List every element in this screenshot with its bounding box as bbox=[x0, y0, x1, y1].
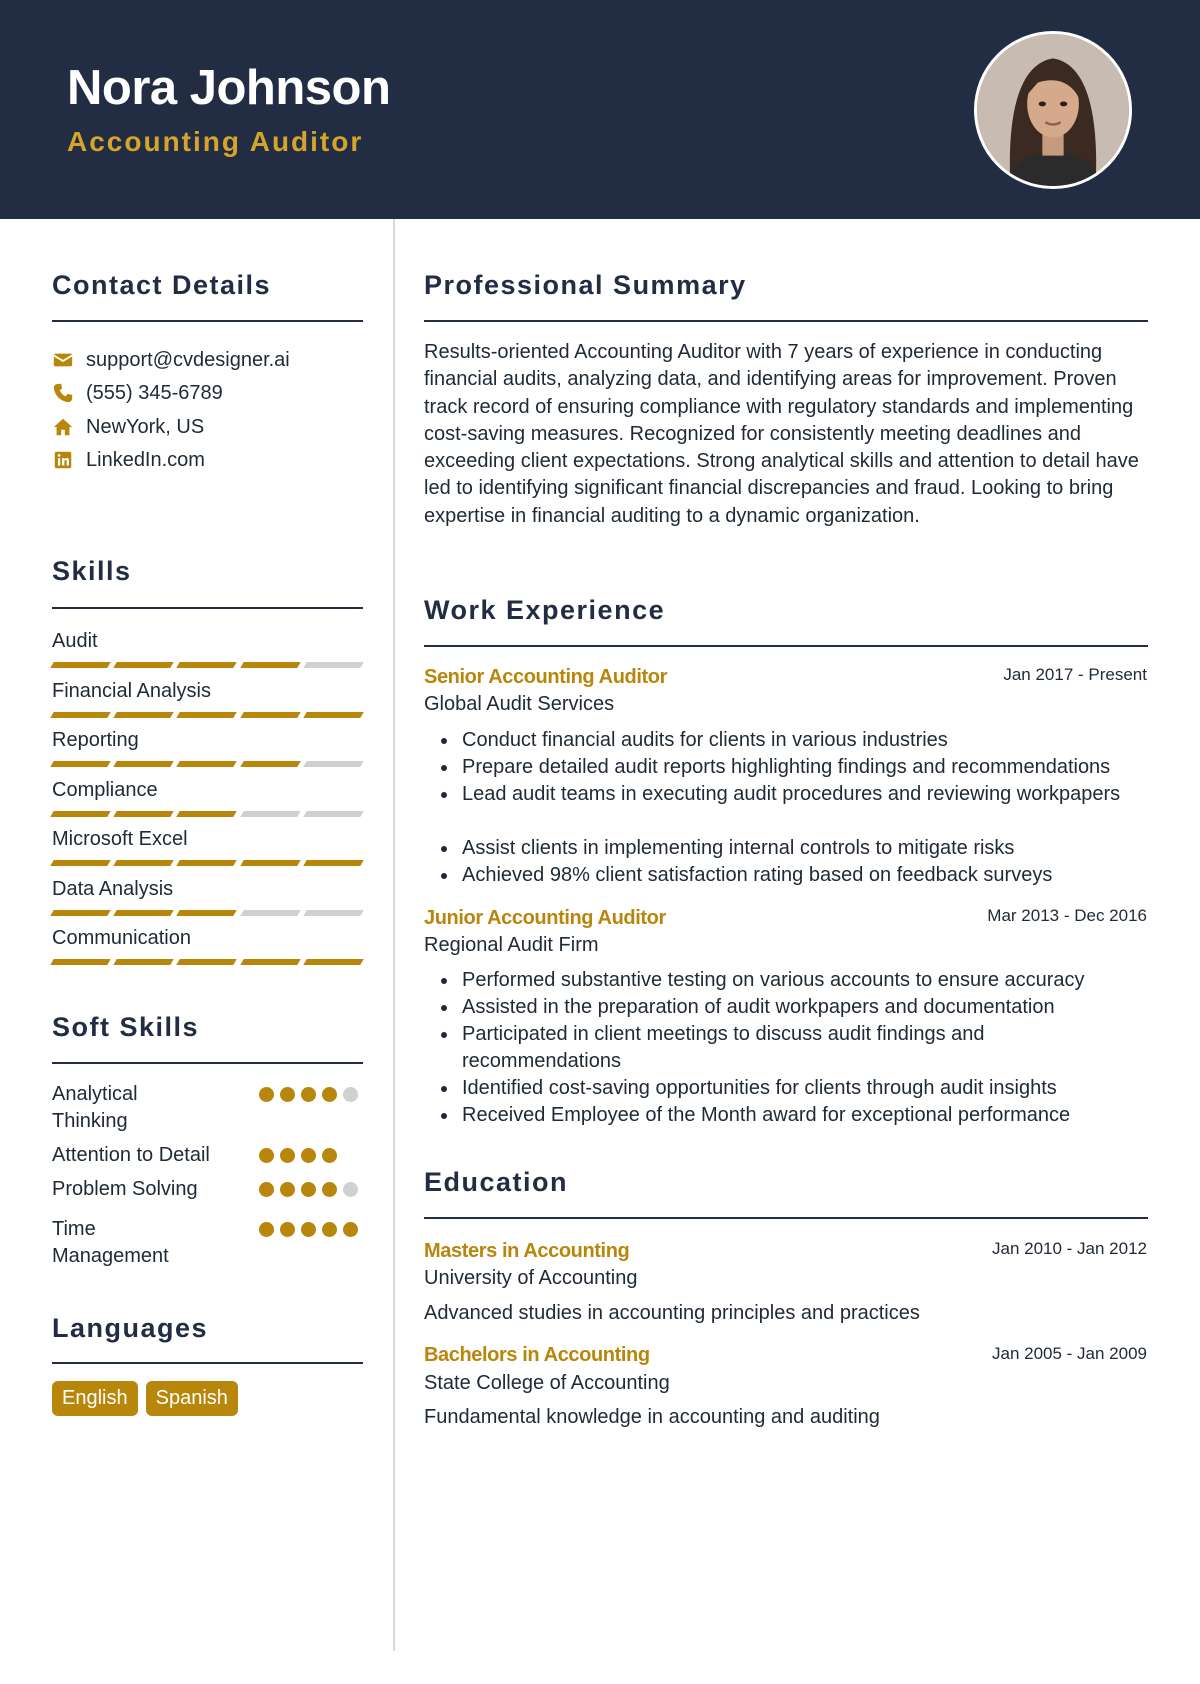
skills-heading: Skills bbox=[52, 556, 132, 586]
rating-dot bbox=[322, 1182, 337, 1197]
rating-dot bbox=[343, 1087, 358, 1102]
skill-level-segment bbox=[50, 761, 111, 767]
contact-heading: Contact Details bbox=[52, 270, 272, 300]
language-tag: English bbox=[52, 1381, 138, 1416]
skill-level-segment bbox=[303, 712, 364, 718]
rating-dot bbox=[259, 1182, 274, 1197]
soft-skill-rating bbox=[259, 1087, 359, 1102]
skill-level-segment bbox=[177, 811, 238, 817]
soft-skill-name: Problem Solving bbox=[52, 1178, 198, 1200]
skills-rule bbox=[52, 607, 363, 609]
skill-level-segment bbox=[50, 860, 111, 866]
soft-skill-rating bbox=[259, 1148, 359, 1163]
rating-dot bbox=[280, 1222, 295, 1237]
contact-rule bbox=[52, 320, 363, 322]
skill-level-segment bbox=[50, 910, 111, 916]
education-rule bbox=[424, 1217, 1148, 1219]
skill-name: Communication bbox=[52, 927, 191, 949]
job-bullet: Prepare detailed audit reports highlighting findings and recommendations bbox=[424, 754, 1154, 781]
job-bullets bbox=[424, 727, 1154, 889]
job-bullet: Achieved 98% client satisfaction rating based on feedback surveys bbox=[424, 862, 1154, 889]
skill-level-segment bbox=[240, 761, 301, 767]
skill-level-segment bbox=[303, 910, 364, 916]
skill-level-segment bbox=[177, 910, 238, 916]
skill-level-segment bbox=[177, 662, 238, 668]
rating-dot bbox=[301, 1148, 316, 1163]
languages-heading: Languages bbox=[52, 1313, 209, 1343]
job-bullet: Assist clients in implementing internal controls to mitigate risks bbox=[424, 835, 1154, 862]
rating-dot bbox=[343, 1222, 358, 1237]
soft-skill-rating bbox=[259, 1222, 359, 1237]
job-dates: Mar 2013 - Dec 2016 bbox=[987, 906, 1147, 925]
skill-level-segment bbox=[303, 860, 364, 866]
job-bullet: Lead audit teams in executing audit procedures and reviewing workpapers bbox=[424, 781, 1154, 808]
skill-level-segment bbox=[303, 959, 364, 965]
skill-level-segment bbox=[303, 761, 364, 767]
portrait-image bbox=[977, 34, 1129, 186]
skill-level-segment bbox=[113, 662, 174, 668]
envelope-icon bbox=[52, 349, 74, 371]
skill-level-segment bbox=[240, 662, 301, 668]
contact-phone-text: (555) 345-6789 bbox=[86, 381, 223, 404]
skill-level-segment bbox=[113, 910, 174, 916]
school-name: State College of Accounting bbox=[424, 1372, 670, 1394]
skill-level-segment bbox=[50, 811, 111, 817]
contact-location-text: NewYork, US bbox=[86, 415, 205, 438]
home-icon bbox=[52, 416, 74, 438]
skill-level-segment bbox=[177, 712, 238, 718]
job-bullet: Identified cost-saving opportunities for clients through audit insights bbox=[424, 1075, 1114, 1102]
rating-dot bbox=[322, 1222, 337, 1237]
school-name: University of Accounting bbox=[424, 1267, 638, 1289]
skill-level-bar bbox=[52, 662, 362, 668]
education-heading: Education bbox=[424, 1167, 569, 1197]
rating-dot bbox=[301, 1087, 316, 1102]
skill-level-bar bbox=[52, 811, 362, 817]
rating-dot bbox=[280, 1148, 295, 1163]
resume-header bbox=[0, 0, 1200, 219]
skill-name: Data Analysis bbox=[52, 877, 174, 900]
skill-level-segment bbox=[240, 959, 301, 965]
degree-title: Bachelors in Accounting bbox=[424, 1344, 650, 1366]
skill-name: Reporting bbox=[52, 729, 139, 751]
job-bullet: Performed substantive testing on various accounts to ensure accuracy bbox=[424, 967, 1114, 994]
skill-level-segment bbox=[113, 811, 174, 817]
degree-dates: Jan 2005 - Jan 2009 bbox=[991, 1344, 1147, 1363]
summary-heading: Professional Summary bbox=[424, 270, 747, 300]
skill-level-bar bbox=[52, 860, 362, 866]
skill-level-segment bbox=[177, 761, 238, 767]
contact-email-text: support@cvdesigner.ai bbox=[86, 348, 290, 371]
job-bullets bbox=[424, 967, 1114, 1129]
candidate-name: Nora Johnson bbox=[67, 61, 391, 115]
degree-title: Masters in Accounting bbox=[424, 1240, 630, 1262]
column-divider bbox=[393, 219, 395, 1651]
soft-skill-name: Time Management bbox=[52, 1218, 169, 1267]
skill-level-segment bbox=[50, 712, 111, 718]
soft-skills-heading: Soft Skills bbox=[52, 1012, 200, 1042]
language-tag: Spanish bbox=[146, 1381, 238, 1416]
skill-level-segment bbox=[50, 662, 111, 668]
skill-name: Financial Analysis bbox=[52, 679, 211, 702]
skill-name: Audit bbox=[52, 630, 98, 652]
job-bullet: Assisted in the preparation of audit workpapers and documentation bbox=[424, 994, 1114, 1021]
rating-dot bbox=[301, 1222, 316, 1237]
skill-level-segment bbox=[240, 811, 301, 817]
skill-level-segment bbox=[240, 910, 301, 916]
job-company: Global Audit Services bbox=[424, 693, 615, 715]
languages-rule bbox=[52, 1362, 363, 1364]
rating-dot bbox=[280, 1087, 295, 1102]
skill-level-segment bbox=[113, 712, 174, 718]
experience-rule bbox=[424, 645, 1148, 647]
profile-photo bbox=[974, 31, 1132, 189]
degree-dates: Jan 2010 - Jan 2012 bbox=[991, 1239, 1147, 1258]
skill-level-bar bbox=[52, 712, 362, 718]
linkedin-icon bbox=[52, 449, 74, 471]
skill-level-segment bbox=[113, 761, 174, 767]
skill-level-segment bbox=[113, 860, 174, 866]
summary-text: Results-oriented Accounting Auditor with 7 years of experience in conducting financial audits, analyzing data, and identifying areas for improvement. Proven track record of ensuring compliance with regulatory standards and implementing cost-saving measures. Recognized for consistently meeting deadlines and exceeding client expectations. Strong analytical skills and attention to detail have led to identifying significant financial discrepancies and fraud. Looking to bring expertise in financial auditing to a dynamic organization. bbox=[424, 341, 1139, 527]
contact-linkedin-text: LinkedIn.com bbox=[86, 448, 205, 471]
rating-dot bbox=[343, 1182, 358, 1197]
job-bullet: Participated in client meetings to discuss audit findings and recommendations bbox=[424, 1021, 1114, 1075]
job-bullet: Received Employee of the Month award for exceptional performance bbox=[424, 1102, 1114, 1129]
soft-skill-rating bbox=[259, 1182, 359, 1197]
contact-location bbox=[52, 414, 204, 440]
soft-skill-name: Analytical Thinking bbox=[52, 1083, 138, 1132]
skill-level-bar bbox=[52, 761, 362, 767]
skill-name: Compliance bbox=[52, 778, 158, 801]
job-bullet: Conduct financial audits for clients in various industries bbox=[424, 727, 1154, 754]
skill-level-bar bbox=[52, 959, 362, 965]
skill-level-segment bbox=[113, 959, 174, 965]
skill-level-bar bbox=[52, 910, 362, 916]
skill-level-segment bbox=[303, 662, 364, 668]
phone-icon bbox=[52, 382, 74, 404]
languages-list bbox=[52, 1381, 238, 1416]
skill-level-segment bbox=[303, 811, 364, 817]
experience-heading: Work Experience bbox=[424, 595, 666, 625]
skill-level-segment bbox=[177, 959, 238, 965]
skill-level-segment bbox=[240, 860, 301, 866]
soft-skills-rule bbox=[52, 1062, 363, 1064]
contact-phone[interactable] bbox=[52, 380, 223, 406]
candidate-title: Accounting Auditor bbox=[67, 126, 364, 157]
soft-skill-name: Attention to Detail bbox=[52, 1144, 210, 1166]
rating-dot bbox=[259, 1148, 274, 1163]
job-company: Regional Audit Firm bbox=[424, 934, 599, 956]
rating-dot bbox=[259, 1087, 274, 1102]
rating-dot bbox=[259, 1222, 274, 1237]
skill-level-segment bbox=[240, 712, 301, 718]
job-dates: Jan 2017 - Present bbox=[1003, 665, 1147, 684]
skill-name: Microsoft Excel bbox=[52, 828, 188, 850]
job-title: Junior Accounting Auditor bbox=[424, 907, 666, 929]
degree-description: Advanced studies in accounting principles and practices bbox=[424, 1302, 920, 1324]
degree-description: Fundamental knowledge in accounting and auditing bbox=[424, 1406, 880, 1428]
rating-dot bbox=[301, 1182, 316, 1197]
rating-dot bbox=[322, 1087, 337, 1102]
skill-level-segment bbox=[177, 860, 238, 866]
job-title: Senior Accounting Auditor bbox=[424, 666, 667, 688]
summary-rule bbox=[424, 320, 1148, 322]
skill-level-segment bbox=[50, 959, 111, 965]
rating-dot bbox=[280, 1182, 295, 1197]
contact-email[interactable] bbox=[52, 347, 290, 373]
rating-dot bbox=[322, 1148, 337, 1163]
contact-linkedin[interactable] bbox=[52, 447, 205, 473]
